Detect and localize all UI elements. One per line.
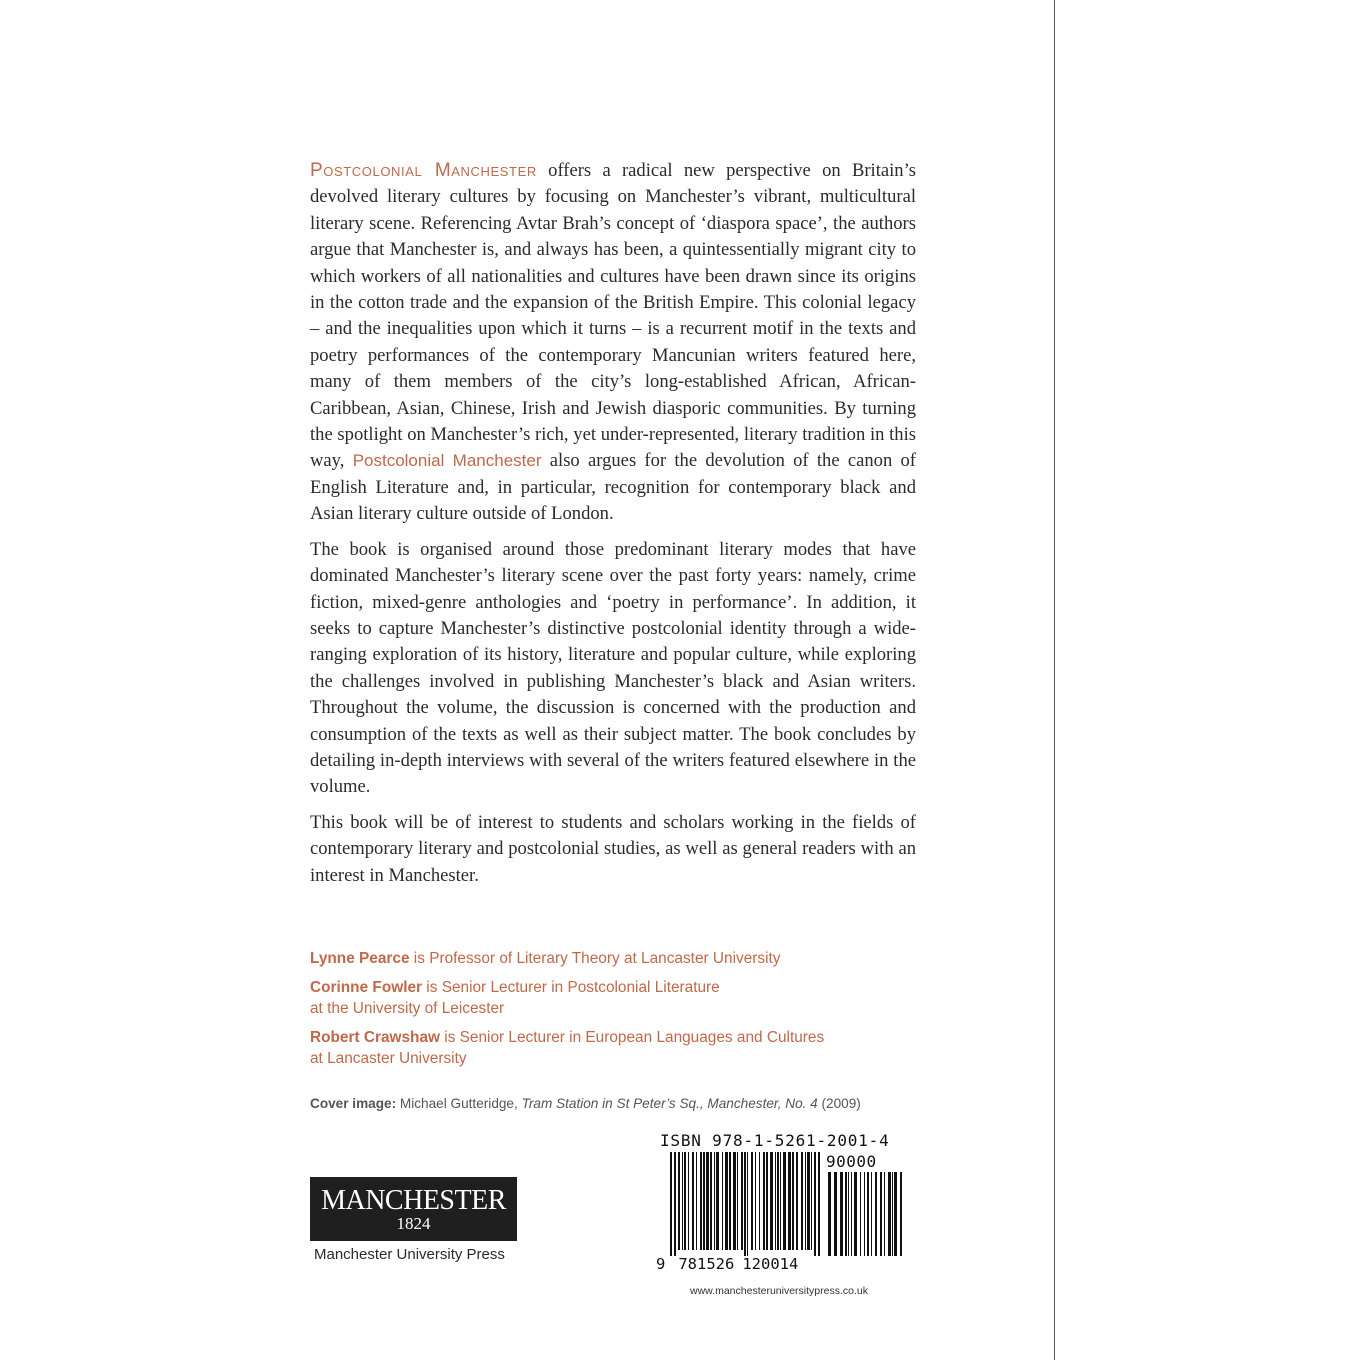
author-name: Corinne Fowler xyxy=(310,979,423,996)
barcode-ean-digits xyxy=(656,1255,798,1273)
logo-name: MANCHESTER xyxy=(321,1185,506,1216)
author-bios xyxy=(310,948,930,1077)
barcode-addon-digits: 90000 xyxy=(826,1152,877,1171)
author-bio xyxy=(310,977,930,1019)
blurb-paragraph-1 xyxy=(310,158,916,528)
blurb-text: also argues for the devolution of the canon of English Literature and, in particular, recognition for contemporary black and Asian literary culture outside of London. xyxy=(310,450,916,525)
book-title-highlight-inline: Postcolonial Manchester xyxy=(352,451,542,471)
author-name: Lynne Pearce xyxy=(310,950,410,967)
author-name: Robert Crawshaw xyxy=(310,1029,440,1046)
blurb-paragraph-2: The book is organised around those predominant literary modes that have dominated Manchester’s literary scene over the past forty years: namely, crime fiction, mixed-genre anthologies and ‘poetry in performance’. In addition, it seeks to capture Manchester’s distinctive postcolonial identity through a wide-ranging exploration of its history, literature and popular culture, while exploring the challenges involved in publishing Manchester’s black and Asian writers. Throughout the volume, the discussion is concerned with the production and consumption of the texts as well as their subject matter. The book concludes by detailing in-depth interviews with several of the writers featured elsewhere in the volume. xyxy=(310,538,916,798)
cover-credit-label: Cover image: xyxy=(310,1096,397,1111)
cover-image-credit xyxy=(310,1096,861,1111)
publisher-name: Manchester University Press xyxy=(314,1246,505,1263)
author-role: is Professor of Literary Theory at Lancaster University xyxy=(409,950,781,967)
isbn-label: ISBN 978-1-5261-2001-4 xyxy=(660,1131,890,1150)
spine-fold-line xyxy=(1054,0,1055,1360)
author-bio xyxy=(310,1027,930,1069)
author-role-cont: at the University of Leicester xyxy=(310,1000,505,1017)
cover-credit-title: Tram Station in St Peter’s Sq., Manchester, No. 4 xyxy=(521,1096,818,1111)
publisher-url: www.manchesteruniversitypress.co.uk xyxy=(690,1285,868,1297)
ean-first-digit: 9 xyxy=(656,1255,666,1273)
publisher-logo xyxy=(310,1177,517,1241)
author-role-cont: at Lancaster University xyxy=(310,1050,467,1067)
ean-right-group: 120014 xyxy=(742,1255,799,1273)
ean-left-group: 781526 xyxy=(678,1255,735,1273)
author-role: is Senior Lecturer in European Languages and Cultures xyxy=(440,1029,825,1046)
cover-credit-artist: Michael Gutteridge, xyxy=(396,1096,522,1111)
book-title-highlight: Postcolonial Manchester xyxy=(310,160,537,181)
blurb-paragraph-3: This book will be of interest to students and scholars working in the fields of contemporary literary and postcolonial studies, as well as general readers with an interest in Manchester. xyxy=(310,811,916,886)
back-cover-blurb xyxy=(310,158,916,898)
blurb-text: offers a radical new perspective on Britain’s devolved literary cultures by focusing on Manchester’s vibrant, multicultural literary scene. Referencing Avtar Brah’s concept of ‘diaspora space’, the authors argue that Manchester is, and always has been, a quintessentially migrant city to which workers of all nationalities and cultures have been drawn since its origins in the cotton trade and the expansion of the British Empire. This colonial legacy – and the inequalities upon which it turns – is a recurrent motif in the texts and poetry performances of the contemporary Mancunian writers featured here, many of them members of the city’s long-established African, African-Caribbean, Asian, Chinese, Irish and Jewish diasporic communities. By turning the spotlight on Manchester’s rich, yet under-represented, literary tradition in this way, xyxy=(310,160,916,472)
logo-year: 1824 xyxy=(396,1214,431,1233)
author-bio xyxy=(310,948,930,969)
cover-credit-year: (2009) xyxy=(817,1096,861,1111)
author-role: is Senior Lecturer in Postcolonial Literature xyxy=(422,979,720,996)
